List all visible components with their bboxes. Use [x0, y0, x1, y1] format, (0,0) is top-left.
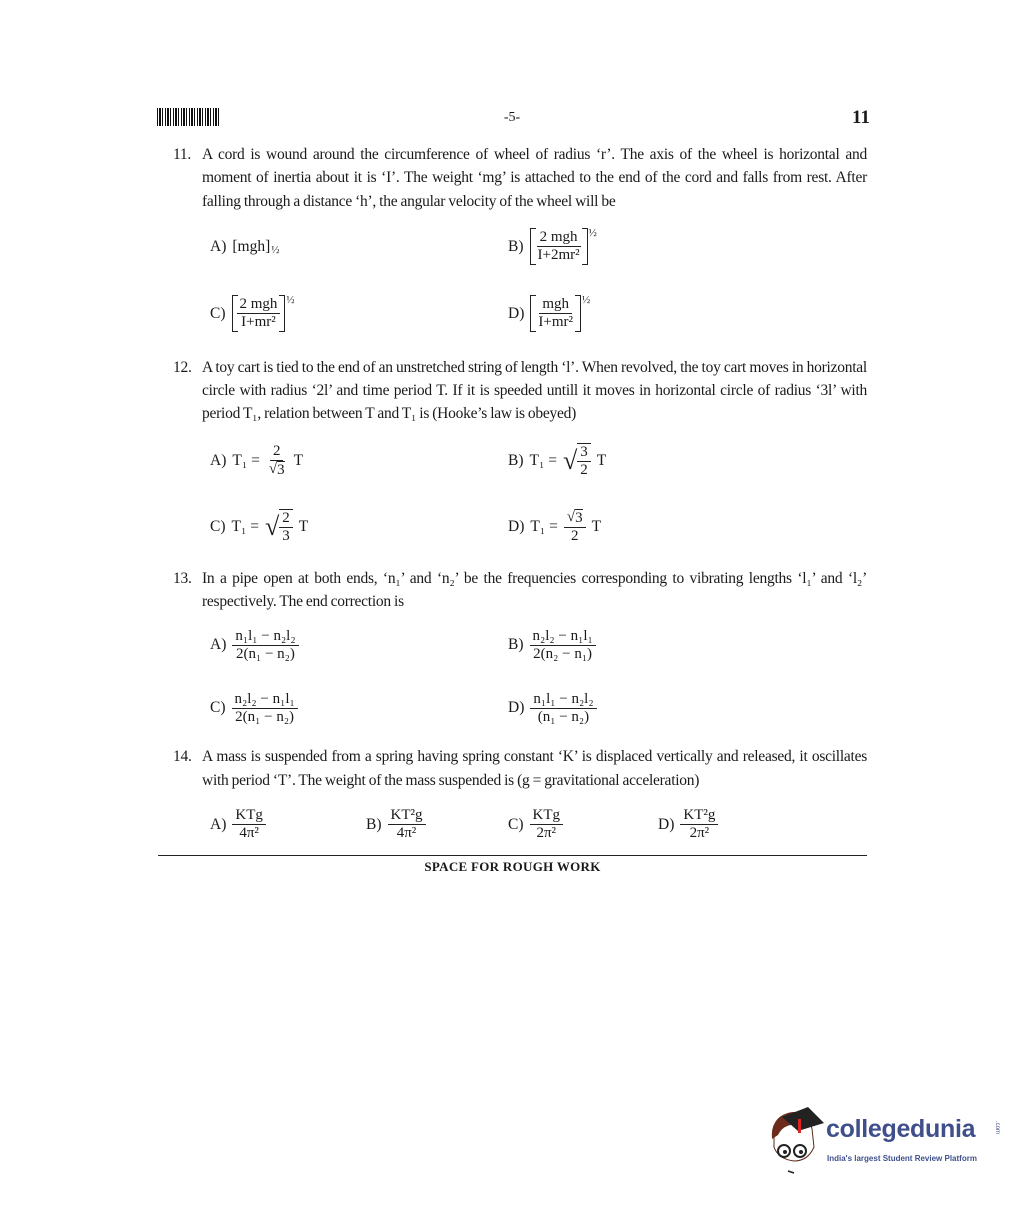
denominator: 2π²: [536, 825, 557, 842]
exponent: ½: [271, 243, 280, 256]
denominator: 2: [570, 527, 579, 544]
denominator: 2: [580, 461, 588, 478]
q12-option-d[interactable]: D) T₁ = √ 3 2 T: [508, 509, 602, 544]
denominator: I+2mr²: [537, 247, 580, 264]
options-row: [173, 441, 867, 507]
rhs: T: [293, 451, 304, 469]
rhs: T: [596, 451, 607, 469]
q14-option-a[interactable]: [210, 805, 266, 845]
logo-name: collegedunia: [826, 1115, 976, 1143]
numerator: n₁l₁ − n₂l₂: [530, 691, 596, 709]
numerator: n₁l₁ − n₂l₂: [232, 628, 298, 646]
numerator: 2: [270, 443, 284, 461]
denominator: 2(n₁ − n₂): [236, 645, 295, 662]
question-13: [173, 567, 867, 614]
q11-option-b[interactable]: [508, 227, 597, 267]
options-row: [173, 507, 867, 551]
q12-option-a[interactable]: A) T₁ = 2 √ 3 T: [210, 442, 304, 478]
question-number: 13.: [173, 569, 192, 587]
q14-option-b[interactable]: [366, 805, 426, 845]
option-label: A): [210, 237, 227, 255]
option-expression: [mgh]: [232, 237, 271, 255]
question-number: 14.: [173, 748, 192, 766]
numerator: 2: [279, 510, 293, 528]
numerator: KTg: [530, 807, 564, 825]
option-label: A): [210, 451, 227, 469]
q11-option-a[interactable]: [210, 227, 280, 267]
option-label: C): [210, 699, 226, 717]
exponent: ½: [286, 294, 295, 307]
question-12: [173, 356, 867, 426]
question-number: 11.: [173, 146, 192, 163]
denominator: (n₁ − n₂): [537, 708, 590, 725]
logo-tagline: India's largest Student Review Platform: [827, 1154, 977, 1163]
option-label: C): [508, 815, 524, 833]
numerator: 3: [575, 509, 583, 526]
question-list: [173, 143, 867, 875]
question-14: [173, 745, 867, 792]
option-label: B): [508, 237, 524, 255]
q12-option-b[interactable]: B) T₁ = √ $\frac{3}{2}$ T: [508, 443, 607, 478]
q13-option-a[interactable]: [210, 625, 299, 665]
lhs: T₁ =: [231, 517, 259, 535]
option-label: A): [210, 636, 227, 654]
option-label: A): [210, 815, 227, 833]
options-row: [173, 625, 867, 688]
numerator: 2 mgh: [237, 296, 281, 314]
denominator: 3: [277, 461, 285, 478]
options-row: [173, 227, 867, 294]
option-label: C): [210, 517, 226, 535]
numerator: n₂l₂ − n₁l₁: [232, 691, 298, 709]
option-label: D): [508, 699, 525, 717]
q13-option-b[interactable]: [508, 625, 596, 665]
numerator: 2 mgh: [537, 229, 581, 247]
options-row: [173, 294, 867, 334]
rhs: T: [591, 517, 602, 535]
numerator: 3: [577, 444, 591, 462]
logo-suffix: .com: [994, 1121, 1000, 1135]
options-row: [173, 688, 867, 728]
lhs: T₁ =: [530, 517, 558, 535]
denominator: 2(n₂ − n₁): [533, 645, 593, 662]
option-label: C): [210, 304, 226, 322]
option-label: B): [366, 815, 382, 833]
rough-work-label: SPACE FOR ROUGH WORK: [424, 859, 601, 875]
q13-option-c[interactable]: [210, 688, 298, 728]
numerator: mgh: [539, 296, 572, 314]
rhs: T: [298, 517, 309, 535]
option-label: B): [508, 451, 524, 469]
denominator: 4π²: [396, 825, 417, 842]
option-label: D): [508, 517, 525, 535]
page-number: -5-: [503, 110, 521, 125]
denominator: 2π²: [689, 825, 710, 842]
question-text: A cord is wound around the circumference of wheel of radius ‘r’. The axis of the wheel is horizontal and moment of inertia about it is ‘I’. The weight ‘mg’ is attached to the end of the cord and falls from rest. After falling through a distance ‘h’, the angular velocity of the wheel will be: [202, 146, 867, 210]
lhs: T₁ =: [232, 451, 260, 469]
question-text: In a pipe open at both ends, ‘n₁’ and ‘n₂’ be the frequencies corresponding to vibrating lengths ‘l₁’ and ‘l₂’ respectively. The end correction is: [202, 569, 867, 611]
q11-option-c[interactable]: [210, 294, 295, 334]
mascot-icon: [768, 1105, 826, 1175]
q14-option-d[interactable]: [658, 805, 718, 845]
q13-option-d[interactable]: [508, 688, 597, 728]
denominator: I+mr²: [241, 314, 276, 331]
exponent: ½: [581, 294, 591, 307]
denominator: 2(n₁ − n₂): [235, 708, 295, 725]
q14-option-c[interactable]: [508, 805, 563, 845]
exponent: ½: [588, 227, 597, 240]
lhs: T₁ =: [529, 451, 557, 469]
option-label: D): [658, 815, 675, 833]
booklet-code: 11: [852, 107, 870, 128]
numerator: KT²g: [680, 807, 718, 825]
denominator: I+mr²: [538, 314, 573, 331]
option-label: D): [508, 304, 525, 322]
numerator: n₂l₂ − n₁l₁: [530, 628, 596, 646]
option-label: B): [508, 636, 524, 654]
q11-option-d[interactable]: [508, 294, 590, 334]
numerator: KTg: [232, 807, 266, 825]
question-number: 12.: [173, 358, 192, 376]
denominator: 4π²: [239, 825, 259, 842]
question-11: [173, 143, 867, 213]
collegedunia-logo: [768, 1105, 1008, 1175]
barcode: [157, 108, 219, 126]
denominator: 3: [282, 527, 290, 544]
question-text: A toy cart is tied to the end of an unstretched string of length ‘l’. When revolved, the toy cart moves in horizontal circle with radius ‘2l’ and time period T. If it is speeded untill it moves in horizontal circle of radius ‘3l’ with period T₁, relation between T and T₁ is (Hooke’s law is obeyed): [202, 358, 867, 423]
question-text: A mass is suspended from a spring having spring constant ‘K’ is displaced vertically and released, it oscillates with period ‘T’. The weight of the mass suspended is (g = gravitational acceleration): [202, 748, 867, 789]
q12-option-c[interactable]: C) T₁ = √ $\frac{2}{3}$ T: [210, 509, 309, 544]
divider: [158, 855, 867, 857]
numerator: KT²g: [388, 807, 426, 825]
options-row: [173, 805, 867, 845]
